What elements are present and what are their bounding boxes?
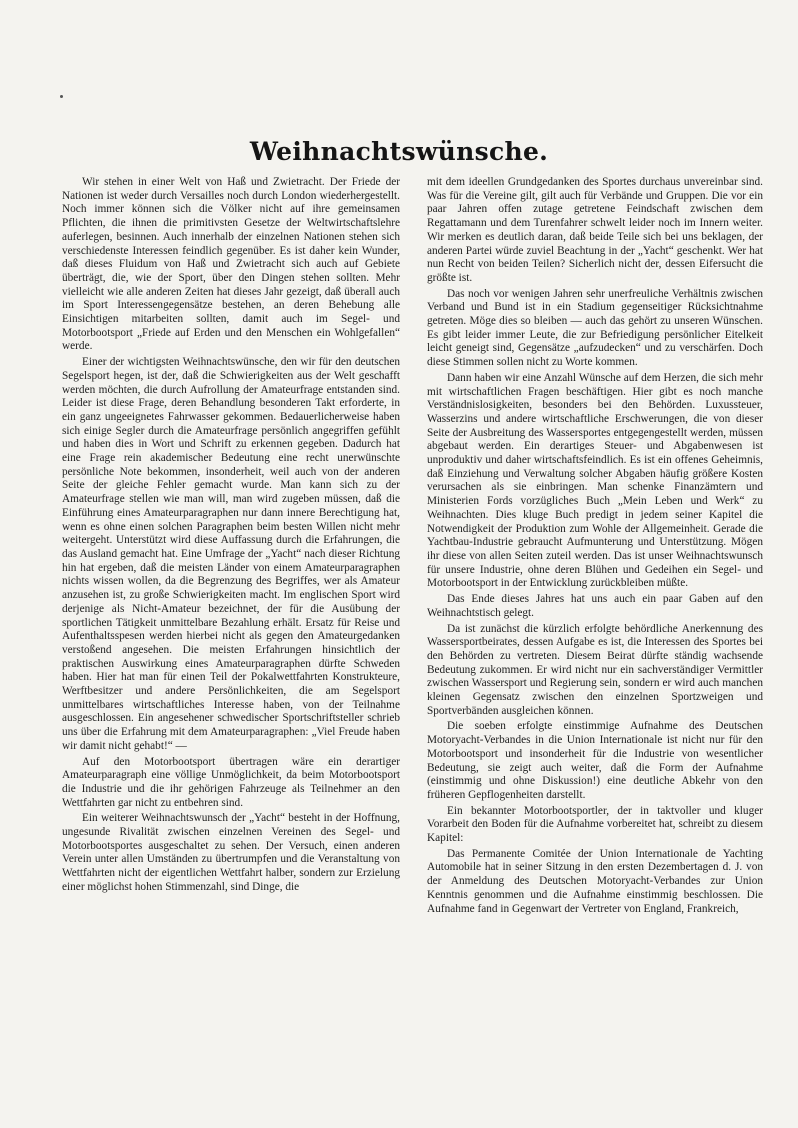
paragraph: Das Permanente Comitée der Union Internationale de Yachting Automobile hat in seiner Sitzung in den ersten Dezembertagen d. J. von der Anmeldung des Deutschen Motoryacht-Verbandes zur Union Kenntnis genommen und die Aufnahme einstimmig beschlossen. Die Aufnahme fand in Gegenwart der Vertreter von England, Frankreich, — [427, 847, 763, 915]
paragraph: Da ist zunächst die kürzlich erfolgte behördliche Anerkennung des Wassersportbeirates, dessen Aufgabe es ist, die Interessen des Sportes bei den Behörden zu vertreten. Diesem Beirat dürfte ständig wachsende Bedeutung zukommen. Er wird nicht nur ein sachverständiger Vermittler zwischen Wassersport und Regierung sein, sondern er wird auch manchen kleinen Gegensatz zwischen den einzelnen Sportzweigen und Sportverbänden ausgleichen können. — [427, 622, 763, 717]
paragraph: Dann haben wir eine Anzahl Wünsche auf dem Herzen, die sich mehr mit wirtschaftlichen Fragen beschäftigen. Hier gibt es noch manche Verständnislosigkeiten, besonders bei den Behörden. Luxussteuer, Wasserzins und andere wirtschaftliche Erschwerungen, die von dieser Seite der Ausbreitung des Wassersportes entgegengestellt werden, müssen abgebaut werden. Ein derartiges Steuer- und Abgabenwesen ist unproduktiv und daher wirtschaftsfeindlich. Es ist ein offenes Geheimnis, daß Einziehung und Verwaltung solcher Abgaben häufig größere Kosten verursachen als sie einbringen. Man schenke Finanzämtern und Ministerien Fords vorzügliches Buch „Mein Leben und Werk“ zu Weihnachten. Dies kluge Buch predigt in jedem seiner Kapitel die Notwendigkeit der Produktion zum Wohle der Allgemeinheit. Gerade die Yachtbau-Industrie gebraucht Aufmunterung und Unterstützung. Mögen ihr diese von allen Seiten zuteil werden. Das ist unser Weihnachtswunsch für unsere Industrie, ohne deren Blühen und Gedeihen ein Segel- und Motorbootsport in der Entwicklung zurückbleiben müßte. — [427, 371, 763, 590]
right-column — [427, 176, 763, 916]
article-title: Weihnachtswünsche. — [249, 136, 549, 166]
paragraph: Wir stehen in einer Welt von Haß und Zwietracht. Der Friede der Nationen ist weder durch Versailles noch durch London wiederhergestellt. Noch immer können sich die Völker nicht auf ihre gemeinsamen Pflichten, die ihnen die primitivsten Gesetze der Weltwirtschaftslehre auferlegen, besinnen. Auch innerhalb der einzelnen Nationen stehen sich verschiedenste Interessen feindlich gegenüber. Es ist daher kein Wunder, daß dieses Fluidum von Haß und Zwietracht sich auch auf Gebiete überträgt, die, wie der Sport, über den Dingen stehen sollten. Mehr vielleicht wie alle anderen Zeiten hat dieses Jahr gezeigt, daß überall auch im Sport Interessengegensätze bestehen, an deren Behebung alle Einsichtigen mitarbeiten sollten, damit auch im Segel- und Motorbootsport „Friede auf Erden und den Menschen ein Wohlgefallen“ werde. — [62, 176, 400, 353]
paragraph: Auf den Motorbootsport übertragen wäre ein derartiger Amateurparagraph eine völlige Unmöglichkeit, da beim Motorbootsport die Industrie und die ihr gehörigen Fahrzeuge als Teilnehmer an den Wettfahrten gar nicht zu entbehren sind. — [62, 755, 400, 809]
paragraph: Das Ende dieses Jahres hat uns auch ein paar Gaben auf den Weihnachtstisch gelegt. — [427, 593, 763, 619]
paragraph: Das noch vor wenigen Jahren sehr unerfreuliche Verhältnis zwischen Verband und Bund ist in ein Stadium gegenseitiger Rücksichtnahme getreten. Möge dies so bleiben — auch das gehört zu unseren Wünschen. Es gibt leider immer Leute, die zur Befriedigung persönlicher Eitelkeit leicht geneigt sind, Gegensätze „aufzudecken“ und zu verschärfen. Doch diese Stimmen sollen nicht zu Worte kommen. — [427, 287, 763, 369]
paragraph: Einer der wichtigsten Weihnachtswünsche, den wir für den deutschen Segelsport hegen, ist der, daß die Schwierigkeiten aus der Welt geschafft werden möchten, die durch Aufrollung der Amateurfrage entstanden sind. Leider ist diese Frage, deren Behandlung besonderen Takt erforderte, in ein ganz ungeeignetes Fahrwasser gekommen. Bedauerlicherweise haben sich einige Segler durch die Amateurfrage persönlich angegriffen gefühlt und haben dies in Wort und Schrift zu erkennen gegeben. Dadurch hat eine Frage rein akademischer Bedeutung eine recht unerwünschte persönliche Note bekommen, insonderheit, weil auch von der anderen Seite der gleiche Fehler gemacht wurde. Man kann sich zu der Amateurfrage stellen wie man will, man wird zugeben müssen, daß die Einführung eines Amateurparagraphen nur dann innere Berechtigung hat, wenn es ohne einen solchen Paragraphen beim besten Willen nicht mehr weitergeht. Unterstützt wird diese Auffassung durch die Erfahrungen, die das Ausland gemacht hat. Eine Umfrage der „Yacht“ nach dieser Richtung hin hat ergeben, daß die meisten Länder von einem Amateurparagraphen nichts wissen wollen, da die Begrenzung des Begriffes, wer als Amateur anzusehen ist, zu große Schwierigkeiten macht. Im englischen Sport wird derjenige als Nicht-Amateur bezeichnet, der für die Ausübung der sportlichen Tätigkeit unmittelbare Bezahlung erhält. Ersatz für Reise und Aufenthaltsspesen werden hierbei nicht als gegen den Amateurgedanken verstoßend angesehen. Die meisten Erfahrungen hinsichtlich der praktischen Auswirkung eines Amateurparagraphen dürfte Schweden haben. Hier hat man für einen Teil der Pokalwettfahrten Konstrukteure, Werftbesitzer und andere Persönlichkeiten, die am Segelsport unmittelbares wirtschaftliches Interesse haben, von der Teilnahme ausgeschlossen. Ein angesehener schwedischer Sportschriftsteller schrieb uns über die Erfahrung mit dem Amateurparagraphen: „Viel Freude haben wir damit nicht gehabt!“ — — [62, 356, 400, 752]
paragraph: Ein bekannter Motorbootsportler, der in taktvoller und kluger Vorarbeit den Boden für die Aufnahme vorbereitet hat, schreibt zu diesem Kapitel: — [427, 804, 763, 845]
left-column — [62, 176, 400, 895]
paragraph: Ein weiterer Weihnachtswunsch der „Yacht“ besteht in der Hoffnung, ungesunde Rivalität zwischen einzelnen Vereinen des Segel- und Motorbootsportes ausgeschaltet zu sehen. Der Versuch, einen anderen Verein unter allen Umständen zu übertrumpfen und die Veranstaltung von Wettfahrten nicht der eigentlichen Wettfahrt halber, sondern zur Erzielung einer möglichst hohen Stimmenzahl, sind Dinge, die — [62, 812, 400, 893]
paragraph: mit dem ideellen Grundgedanken des Sportes durchaus unvereinbar sind. Was für die Vereine gilt, gilt auch für Verbände und Gruppen. Die vor ein paar Jahren offen zutage getretene Feindschaft zwischen dem Regattamann und dem Turenfahrer schwelt leider noch im Innern weiter. Wir merken es deutlich daran, daß beide Teile sich bei uns beklagen, der anderen Partei würde zuviel Beachtung in der „Yacht“ geschenkt. Wer hat nun Recht von beiden Teilen? Sicherlich nicht der, dessen Eifersucht die größte ist. — [427, 176, 763, 284]
print-speck — [60, 95, 63, 98]
paragraph: Die soeben erfolgte einstimmige Aufnahme des Deutschen Motoryacht-Verbandes in die Union Internationale ist nicht nur für den Motorbootsport und insonderheit für die Industrie von wesentlicher Bedeutung, sie zeigt auch weiter, daß die Form der Aufnahme (einstimmig und ohne Diskussion!) eine deutliche Abkehr von den früheren Gepflogenheiten darstellt. — [427, 720, 763, 801]
